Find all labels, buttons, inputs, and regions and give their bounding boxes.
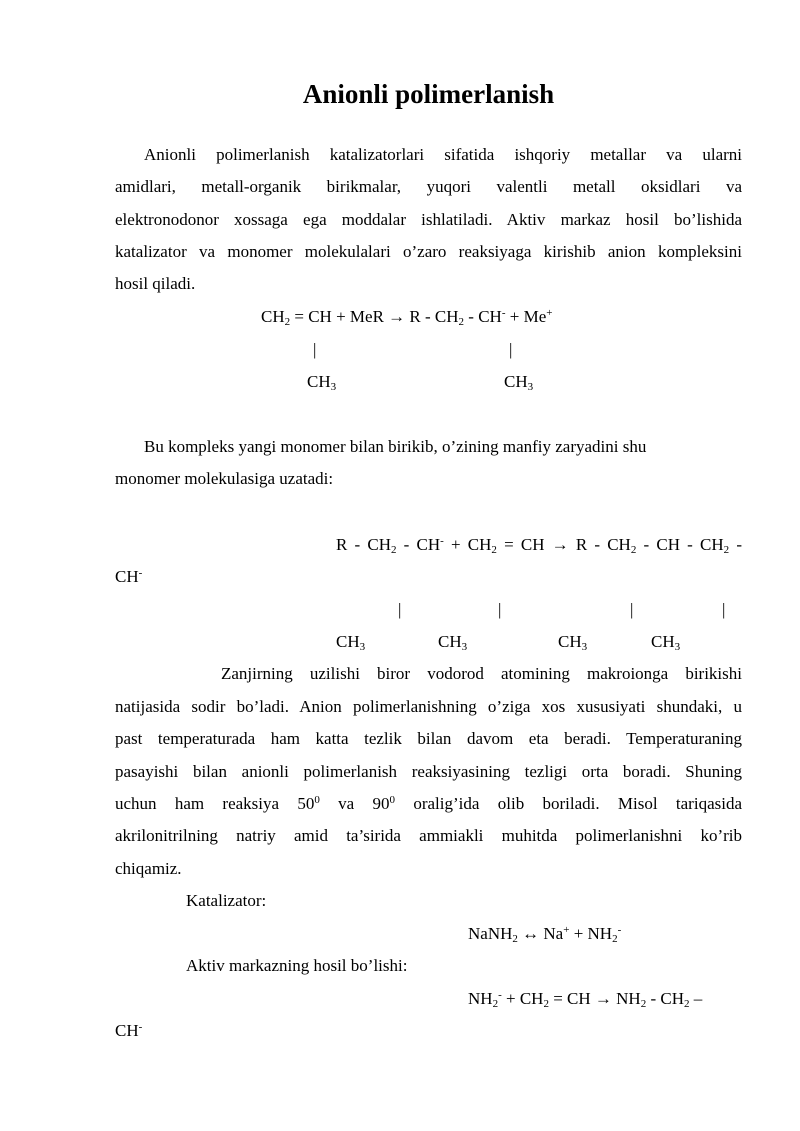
methyl-group: $CH_3$ [336, 632, 366, 653]
bond-bar: | [630, 600, 634, 619]
paragraph-3-line-6: akrilonitrilning natriy amid ta’sirida ammiakli muhitda polimerlanishni ko’rib [115, 826, 742, 845]
bond-bar: | [722, 600, 726, 619]
paragraph-2-line-1: Bu kompleks yangi monomer bilan birikib, o’zining manfiy zaryadini shu [144, 437, 647, 456]
bond-bar: | [313, 340, 317, 359]
paragraph-1-line-3: elektronodonor xossaga ega moddalar ishlatiladi. Aktiv markaz hosil bo’lishida [115, 210, 742, 229]
paragraph-1-line-2: amidlari, metall-organik birikmalar, yuqori valentli metall oksidlari va [115, 177, 742, 196]
page-title: Anionli polimerlanish [302, 79, 555, 109]
equation-2: $R - CH_2 - CH^- + CH_2$ = CH → R - $CH_2$ - CH - $CH_2$ - [336, 535, 742, 556]
paragraph-3-line-1: Zanjirning uzilishi biror vodorod atomining makroionga birikishi [221, 664, 742, 683]
equation-2-wrap: CH- [115, 567, 143, 586]
paragraph-3-line-5: uchun ham reaksiya $50^0$ va $90^0$ oralig’ida olib boriladi. Misol tariqasida [115, 794, 743, 813]
paragraph-3-line-7: chiqamiz. [115, 859, 182, 878]
methyl-group: $CH_3$ [438, 632, 468, 653]
methyl-group: $CH_3$ [504, 372, 534, 393]
methyl-group: $CH_3$ [307, 372, 337, 393]
bond-bar: | [509, 340, 513, 359]
paragraph-3-line-2: natijasida sodir bo’ladi. Anion polimerlanishning o’ziga xos xususiyati shundaki, u [115, 697, 742, 716]
paragraph-2-line-2: monomer molekulasiga uzatadi: [115, 469, 334, 488]
active-center-equation: $NH_2^- + CH_2$ = CH → $NH_2 - CH_2$ – [468, 989, 703, 1010]
catalyst-equation: NaNH$_2$ ↔ $Na^+ + NH_2^-$ [468, 924, 622, 945]
methyl-group: $CH_3$ [558, 632, 588, 653]
bond-bar: | [498, 600, 502, 619]
paragraph-1-line-4: katalizator va monomer molekulalari o’zaro reaksiyaga kirishib anion kompleksini [115, 242, 742, 261]
paragraph-1-line-5: hosil qiladi. [115, 274, 196, 293]
paragraph-3-line-4: pasayishi bilan anionli polimerlanish reaksiyasining tezligi orta boradi. Shuning [115, 762, 742, 781]
bond-bar: | [398, 600, 402, 619]
methyl-group: $CH_3$ [651, 632, 681, 653]
catalyst-label: Katalizator: [186, 891, 267, 910]
paragraph-1-line-1: Anionli polimerlanish katalizatorlari sifatida ishqoriy metallar va ularni [144, 145, 742, 164]
active-center-label: Aktiv markazning hosil bo’lishi: [186, 956, 408, 975]
equation-1: $CH_2$ = CH + MeR → $R - CH_2 - CH^- + Me^+$ [261, 307, 553, 328]
paragraph-3-line-3: past temperaturada ham katta tezlik bilan davom eta beradi. Temperaturaning [115, 729, 742, 748]
active-center-equation-wrap: CH- [115, 1021, 143, 1040]
